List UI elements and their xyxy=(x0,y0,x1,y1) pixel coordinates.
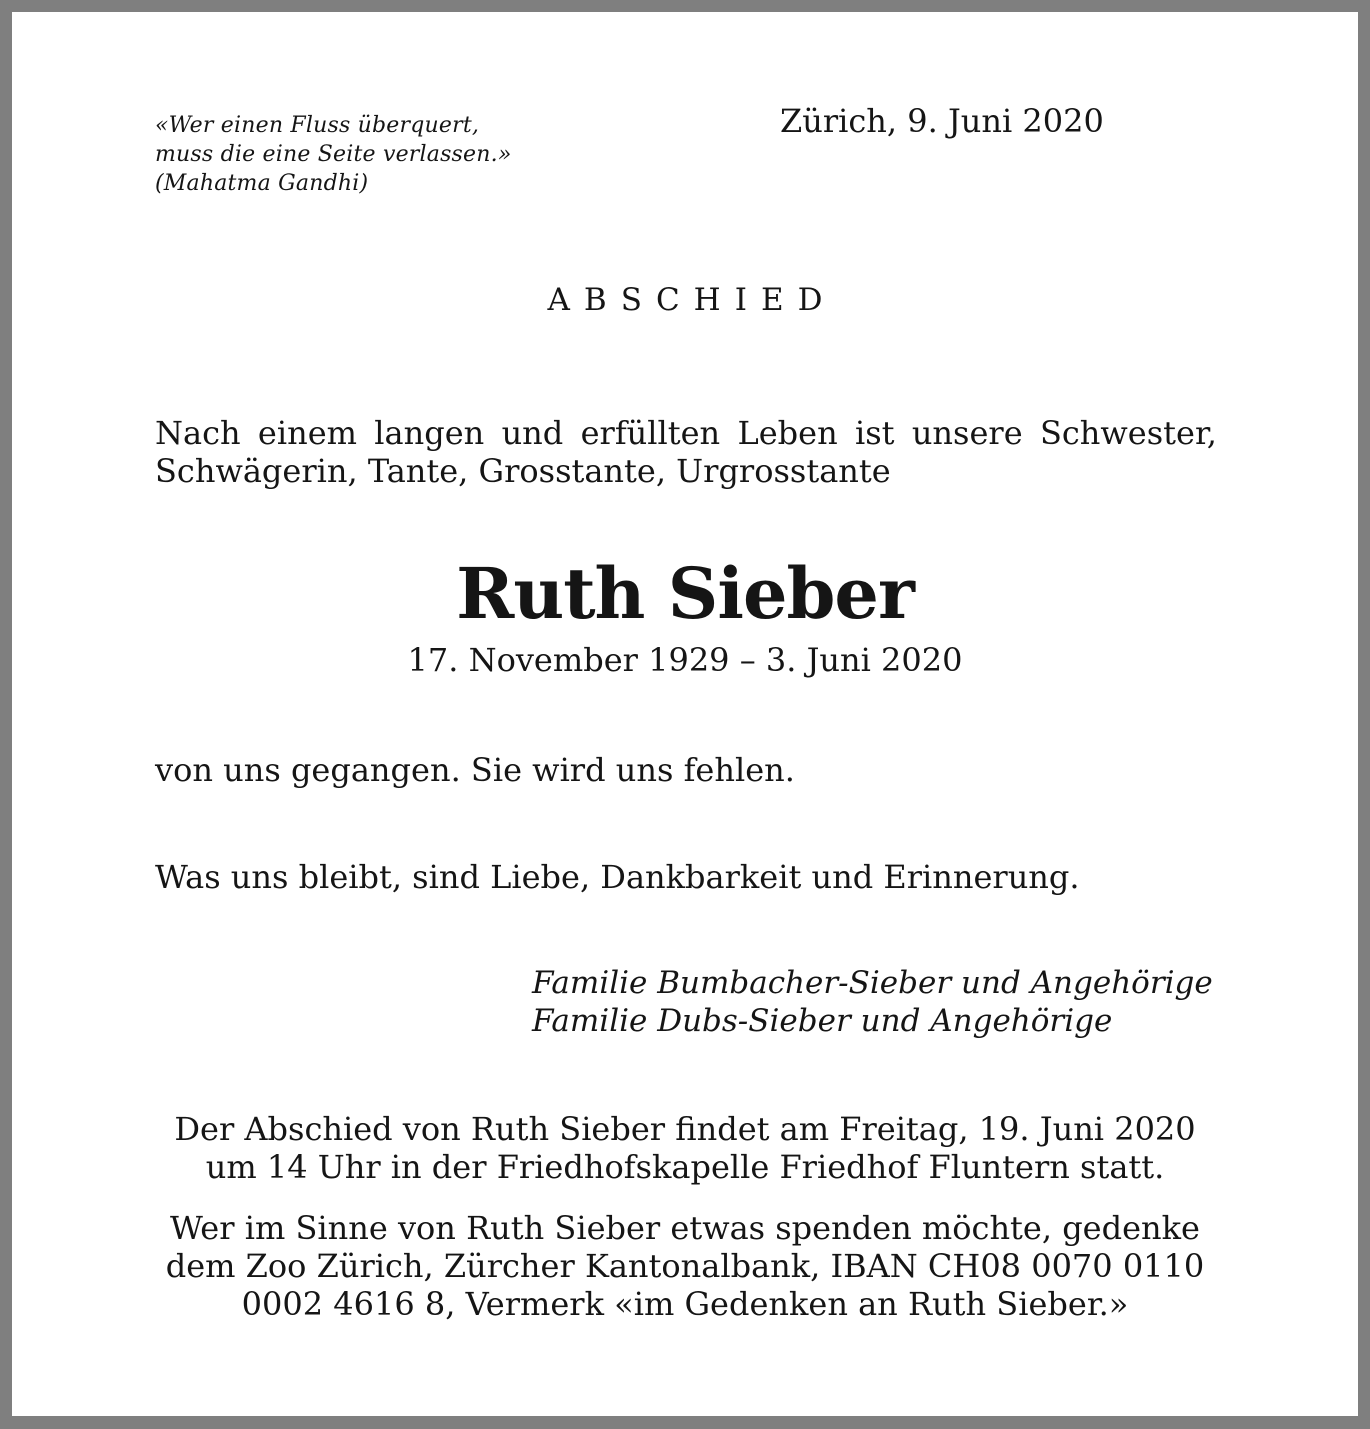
intro-word: erfüllten xyxy=(580,414,721,452)
intro-word: Schwester, xyxy=(1039,414,1217,452)
quote-author: (Mahatma Gandhi) xyxy=(155,171,369,196)
family-line: Familie Dubs-Sieber und Angehörige xyxy=(532,1003,1113,1039)
epigraph-quote xyxy=(155,111,512,198)
donation-line: Wer im Sinne von Ruth Sieber etwas spenden möchte, gedenke xyxy=(170,1209,1200,1247)
intro-word: ist xyxy=(854,414,895,452)
place-date: Zürich, 9. Juni 2020 xyxy=(780,102,1104,140)
intro-line-justified xyxy=(155,414,1217,452)
family-line: Familie Bumbacher-Sieber und Angehörige xyxy=(532,965,1213,1001)
obituary-page xyxy=(12,12,1358,1416)
mourners-signature xyxy=(532,964,1213,1040)
intro-word: Leben xyxy=(737,414,838,452)
intro-word: unsere xyxy=(911,414,1023,452)
donation-notice xyxy=(12,1209,1358,1323)
service-line: um 14 Uhr in der Friedhofskapelle Friedhof Fluntern statt. xyxy=(205,1148,1165,1186)
quote-line: muss die eine Seite verlassen.» xyxy=(155,142,512,167)
intro-word: und xyxy=(501,414,564,452)
passed-text: von uns gegangen. Sie wird uns fehlen. xyxy=(155,751,795,789)
service-notice xyxy=(12,1110,1358,1186)
intro-word: Nach xyxy=(155,414,241,452)
intro-line: Schwägerin, Tante, Grosstante, Urgrosstante xyxy=(155,452,891,490)
service-line: Der Abschied von Ruth Sieber findet am Freitag, 19. Juni 2020 xyxy=(174,1110,1196,1148)
deceased-name: Ruth Sieber xyxy=(456,552,914,635)
intro-word: langen xyxy=(374,414,485,452)
remains-text: Was uns bleibt, sind Liebe, Dankbarkeit und Erinnerung. xyxy=(155,858,1080,896)
quote-line: «Wer einen Fluss überquert, xyxy=(155,113,480,138)
donation-line: 0002 4616 8, Vermerk «im Gedenken an Ruth Sieber.» xyxy=(241,1285,1129,1323)
intro-word: einem xyxy=(257,414,357,452)
lifespan-dates: 17. November 1929 – 3. Juni 2020 xyxy=(407,641,963,679)
intro-paragraph xyxy=(155,414,1217,490)
heading-abschied: ABSCHIED xyxy=(547,282,837,318)
donation-line: dem Zoo Zürich, Zürcher Kantonalbank, IBAN CH08 0070 0110 xyxy=(165,1247,1205,1285)
